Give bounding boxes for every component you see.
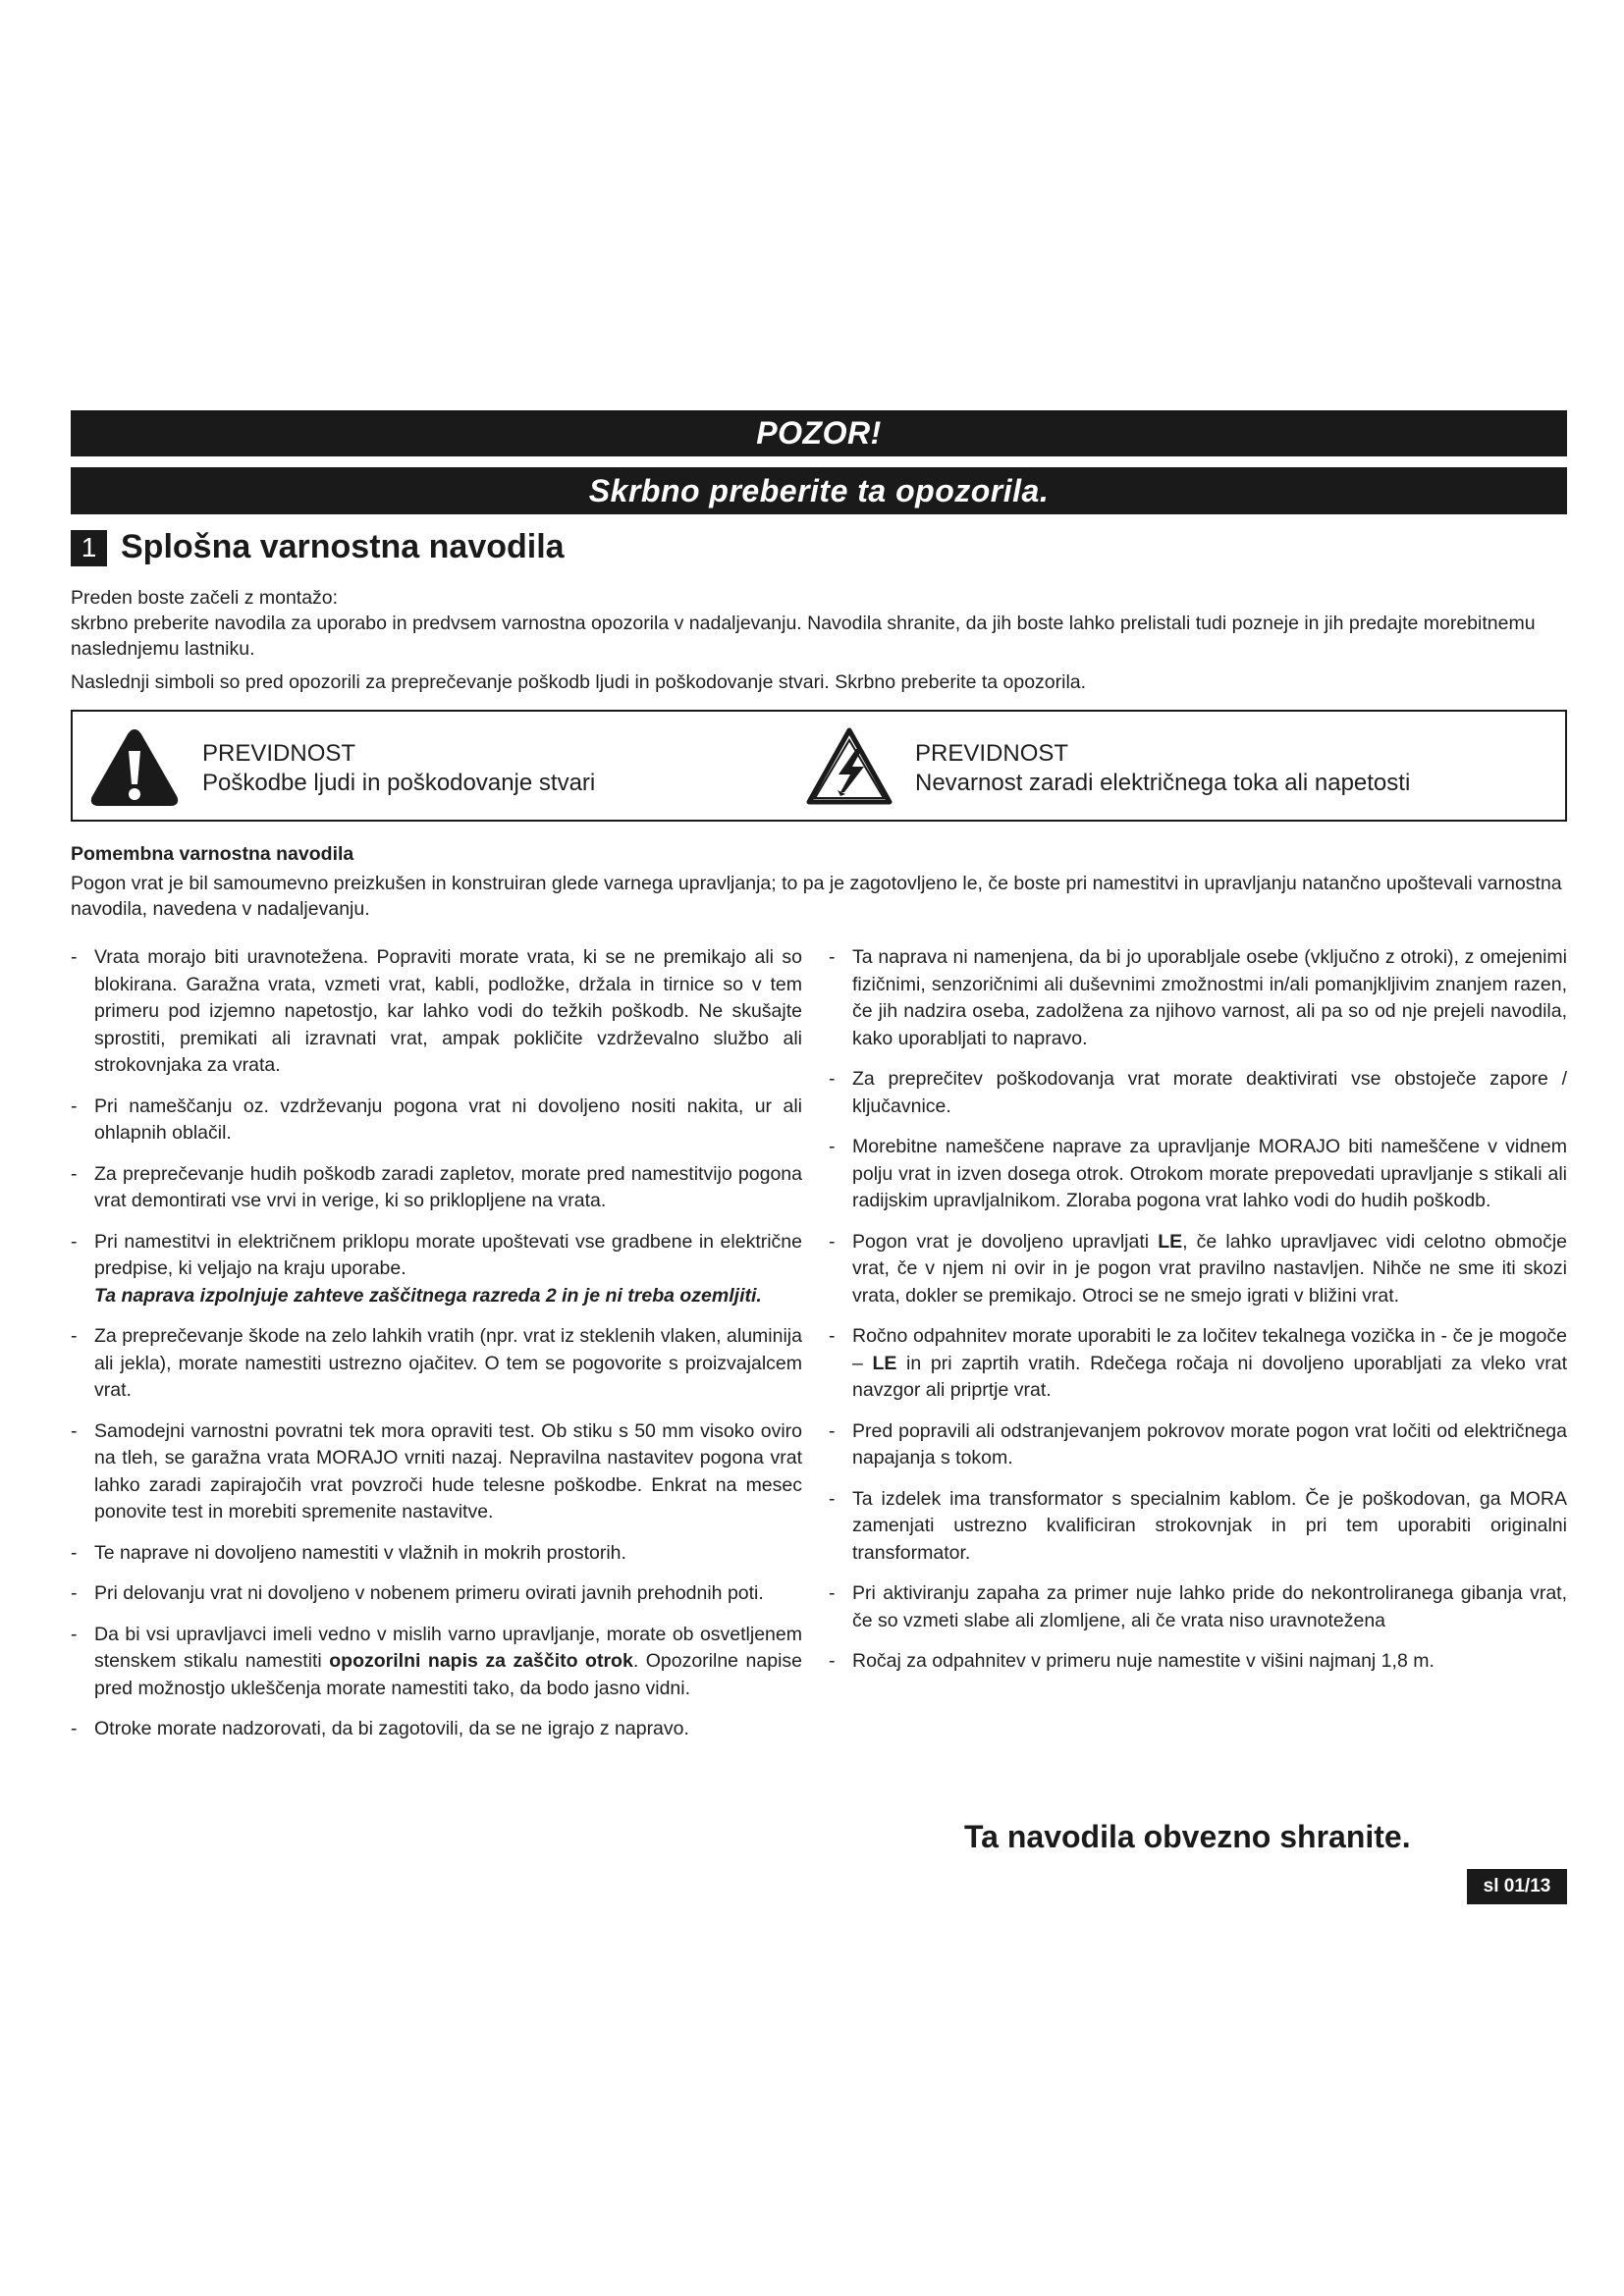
section-number: 1 xyxy=(71,530,107,566)
list-item: - Za preprečevanje hudih poškodb zaradi zapletov, morate pred namestitvijo pogona vrat demontirati vse vrvi in verige, ki so priklopljene na vrata. xyxy=(71,1162,802,1211)
important-section xyxy=(71,841,1567,922)
important-text: Pogon vrat je bil samoumevno preizkušen in konstruiran glede varnega upravljanja; to pa je zagotovljeno le, če boste pri namestitvi in upravljanju natančno upoštevali varnostna navodila, navedena v nadaljevanju. xyxy=(71,873,1562,920)
list-item: - Ta naprava ni namenjena, da bi jo uporabljale osebe (vključno z otroki), z omejenimi fizičnimi, senzoričnimi ali duševnimi zmožnostmi in/ali pomanjkljivim znanjem razen, če jih nadzira oseba, zadolžena za njihovo varnost, ali pa so od nje prejeli navodila, kako uporabljati to napravo. xyxy=(829,946,1567,1049)
list-item: - Samodejni varnostni povratni tek mora opraviti test. Ob stiku s 50 mm visoko oviro na tleh, se garažna vrata MORAJO vrniti nazaj. Nepravilna nastavitev pogona vrat lahko zaradi zapirajočih vrat povzroči hude telesne poškodbe. Enkrat na mesec ponovite test in morebiti spremenite nastavitve. xyxy=(71,1419,802,1522)
list-item: - Vrata morajo biti uravnotežena. Popraviti morate vrata, ki se ne premikajo ali so blokirana. Garažna vrata, vzmeti vrat, kabli, podložke, držala in tirnice so v tem primeru pod izjemno napetostjo, kar lahko vodi do težkih poškodb. Ne skušajte sprostiti, premikati ali izravnati vrat, ampak pokličite vzdrževalno službo ali strokovnjaka za vrata. xyxy=(71,946,802,1076)
symbol-legend-box xyxy=(71,710,1567,822)
important-title: Pomembna varnostna navodila xyxy=(71,843,354,865)
symbol-electric-label: PREVIDNOST xyxy=(915,740,1069,767)
closing-note: Ta navodila obvezno shranite. xyxy=(964,1819,1411,1854)
list-item: - Za preprečevanje škode na zelo lahkih vratih (npr. vrat iz steklenih vlaken, aluminija ali jekla), morate namestiti ustrezno ojačitev. O tem se pogovorite s proizvajalcem vrat. xyxy=(71,1325,802,1401)
list-item: - Pogon vrat je dovoljeno upravljati LE, če lahko upravljavec vidi celotno območje vrat, če v njem ni ovir in je pogon vrat pravilno nastavljen. Nihče ne sme iti skozi vrata, dokler se premikajo. Otroci se ne smejo igrati v bližini vrat. xyxy=(829,1230,1567,1307)
symbol-caution-desc: Poškodbe ljudi in poškodovanje stvari xyxy=(202,770,596,796)
warning-banner: POZOR! xyxy=(71,410,1567,456)
section-heading xyxy=(71,522,565,571)
list-item: - Pred popravili ali odstranjevanjem pokrovov morate pogon vrat ločiti od električnega napajanja s tokom. xyxy=(829,1419,1567,1468)
intro-line-3: Naslednji simboli so pred opozorili za preprečevanje poškodb ljudi in poškodovanje stvari. Skrbno preberite ta opozorila. xyxy=(71,671,1087,693)
list-item: - Ročno odpahnitev morate uporabiti le za ločitev tekalnega vozička in - če je mogoče – LE in pri zaprtih vratih. Rdečega ročaja ni dovoljeno uporabljati za vleko vrat navzgor ali priprtje vrat. xyxy=(829,1325,1568,1401)
list-item: - Za preprečitev poškodovanja vrat morate deaktivirati vse obstoječe zapore / ključavnice. xyxy=(829,1068,1567,1117)
exclamation-warning-icon xyxy=(88,725,181,808)
list-item: - Otroke morate nadzorovati, da bi zagotovili, da se ne igrajo z napravo. xyxy=(71,1718,689,1739)
document-page xyxy=(71,0,1567,2296)
list-item: - Pri namestitvi in električnem priklopu morate upoštevati vse gradbene in električne predpise, ki veljajo na kraju uporabe. Ta naprava izpolnjuje zahteve zaščitnega razreda 2 in je ni treba ozemljiti. xyxy=(71,1229,802,1310)
electric-hazard-icon xyxy=(805,725,893,808)
right-column xyxy=(829,944,1567,1689)
list-item: - Morebitne nameščene naprave za upravljanje MORAJO biti nameščene v vidnem polju vrat in izven dosega otrok. Otrokom morate prepovedati upravljanje s stikali ali radijskim upravljalnikom. Zloraba pogona vrat lahko vodi do hudih poškodb. xyxy=(829,1136,1567,1211)
warning-subbanner: Skrbno preberite ta opozorila. xyxy=(71,467,1567,514)
symbol-electric-desc: Nevarnost zaradi električnega toka ali napetosti xyxy=(915,770,1411,796)
symbol-caution-label: PREVIDNOST xyxy=(202,740,356,767)
symbol-electric xyxy=(805,725,1410,808)
list-item: - Da bi vsi upravljavci imeli vedno v mislih varno upravljanje, morate ob osvetljenem stenskem stikalu namestiti opozorilni napis za zaščito otrok. Opozorilne napise pred možnostjo uklеščenja morate namestiti tako, da bodo jasno vidni. xyxy=(71,1623,802,1699)
protection-class-note: Ta naprava izpolnjuje zahteve zaščitnega razreda 2 in je ni treba ozemljiti. xyxy=(94,1284,762,1307)
list-item: - Pri delovanju vrat ni dovoljeno v nobenem primeru ovirati javnih prehodnih poti. xyxy=(71,1582,764,1604)
list-item: - Ročaj za odpahnitev v primeru nuje namestite v višini najmanj 1,8 m. xyxy=(829,1650,1435,1672)
list-item: - Ta izdelek ima transformator s specialnim kablom. Če je poškodovan, ga MORA zamenjati ustrezno kvalificiran strokovnjak in pri tem uporabiti originalni transformator. xyxy=(829,1487,1567,1564)
page-tag: sl 01/13 xyxy=(1467,1869,1567,1904)
section-title: Splošna varnostna navodila xyxy=(121,527,565,565)
list-item: - Pri aktiviranju zapaha za primer nuje lahko pride do nekontroliranega gibanja vrat, če so vzmeti slabe ali zlomljene, ali če vrata niso uravnotežena xyxy=(829,1582,1567,1631)
intro-line-2: skrbno preberite navodila za uporabo in predvsem varnostna opozorila v nadaljevanju. Navodila shranite, da jih boste lahko prelistali tudi pozneje in jih predajte morebitnemu naslednjemu lastniku. xyxy=(71,613,1536,660)
intro-text xyxy=(71,585,1567,695)
intro-line-1: Preden boste začeli z montažo: xyxy=(71,587,339,609)
list-item: - Te naprave ni dovoljeno namestiti v vlažnih in mokrih prostorih. xyxy=(71,1541,626,1564)
left-column xyxy=(71,944,802,1757)
symbol-caution xyxy=(88,725,595,808)
list-item: - Pri nameščanju oz. vzdrževanju pogona vrat ni dovoljeno nositi nakita, ur ali ohlapnih oblačil. xyxy=(71,1095,802,1144)
